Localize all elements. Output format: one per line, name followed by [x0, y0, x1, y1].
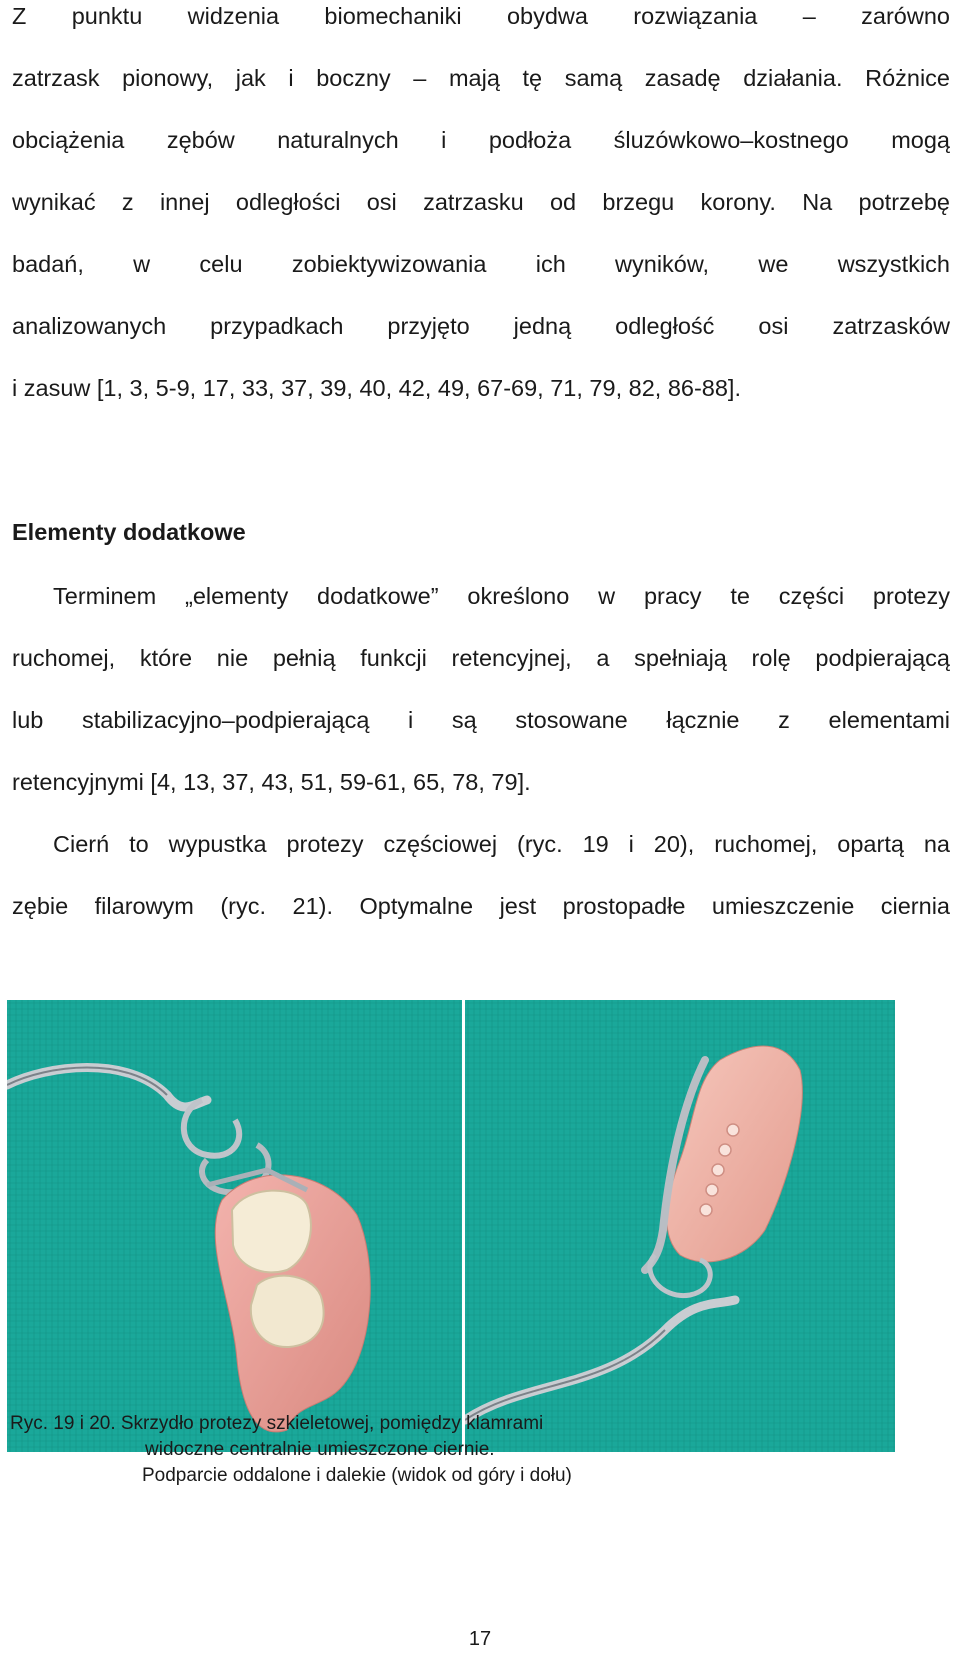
paragraph-3-line-1: Cierń to wypustka protezy częściowej (ryc. 19 i 20), ruchomej, opartą na [53, 831, 950, 857]
paragraph-1-line-4: wynikać z innej odległości osi zatrzasku od brzegu korony. Na potrzebę [12, 189, 950, 215]
paragraph-2-line-1: Terminem „elementy dodatkowe” określono w pracy te części protezy [53, 583, 950, 609]
paragraph-2-line-3: lub stabilizacyjno–podpierającą i są stosowane łącznie z elementami [12, 707, 950, 733]
figure-caption-line-2: widoczne centralnie umieszczone ciernie. [145, 1439, 495, 1460]
paragraph-2-line-2: ruchomej, które nie pełnią funkcji retencyjnej, a spełniają rolę podpierającą [12, 645, 950, 671]
paragraph-1-line-3: obciążenia zębów naturalnych i podłoża śluzówkowo–kostnego mogą [12, 127, 950, 153]
figure-caption-line-1: Ryc. 19 i 20. Skrzydło protezy szkieletowej, pomiędzy klamrami [10, 1413, 544, 1434]
figure-20-photo [465, 1000, 895, 1452]
page-number: 17 [468, 1628, 492, 1650]
paragraph-1-line-7: i zasuw [1, 3, 5-9, 17, 33, 37, 39, 40, 42, 49, 67-69, 71, 79, 82, 86-88]. [12, 375, 741, 401]
paragraph-1-line-1: Z punktu widzenia biomechaniki obydwa rozwiązania – zarówno [12, 3, 950, 29]
figure-caption-line-3: Podparcie oddalone i dalekie (widok od góry i dołu) [142, 1465, 572, 1486]
paragraph-3-line-2: zębie filarowym (ryc. 21). Optymalne jest prostopadłe umieszczenie ciernia [12, 893, 950, 919]
paragraph-2-line-4: retencyjnymi [4, 13, 37, 43, 51, 59-61, 65, 78, 79]. [12, 769, 531, 795]
paragraph-1-line-5: badań, w celu zobiektywizowania ich wyników, we wszystkich [12, 251, 950, 277]
paragraph-1-line-2: zatrzask pionowy, jak i boczny – mają tę samą zasadę działania. Różnice [12, 65, 950, 91]
section-heading: Elementy dodatkowe [12, 519, 246, 545]
paragraph-1-line-6: analizowanych przypadkach przyjęto jedną odległość osi zatrzasków [12, 313, 950, 339]
figure-19-photo [7, 1000, 462, 1452]
